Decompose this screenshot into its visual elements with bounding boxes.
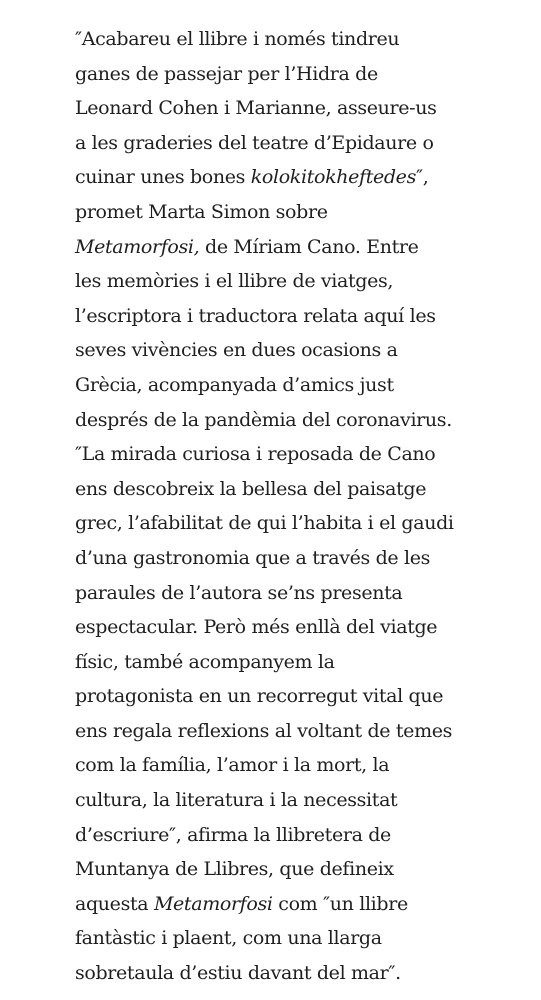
italic-term: kolokitokheftedes [250, 166, 416, 189]
paragraph-line: com la família, l’amor i la mort, la [75, 754, 390, 777]
paragraph-line: Grècia, acompanyada d’amics just [75, 373, 394, 396]
paragraph-line: ens regala reflexions al voltant de temes [75, 719, 453, 742]
paragraph-line: protagonista en un recorregut vital que [75, 685, 444, 708]
italic-book-title: Metamorfosi, [75, 235, 200, 258]
paragraph-line [75, 887, 535, 922]
paragraph-line: d’escriure″, afirma la llibretera de [75, 823, 391, 846]
paragraph-line: grec, l’afabilitat de qui l’habita i el gaudi [75, 512, 454, 535]
paragraph-line: ganes de passejar per l’Hidra de [75, 62, 378, 85]
line-text: aquesta [75, 892, 154, 915]
paragraph-line: fantàstic i plaent, com una llarga [75, 927, 382, 950]
paragraph-line: promet Marta Simon sobre [75, 200, 328, 223]
line-text: de Míriam Cano. Entre [199, 235, 419, 258]
paragraph-line [75, 160, 535, 195]
italic-book-title: Metamorfosi [153, 892, 273, 915]
paragraph-line: Muntanya de Llibres, que defineix [75, 858, 394, 881]
paragraph-line [75, 230, 535, 265]
paragraph-line: l’escriptora i traductora relata aquí les [75, 304, 436, 327]
paragraph-line: ″La mirada curiosa i reposada de Cano [75, 443, 436, 466]
paragraph-line: sobretaula d’estiu davant del mar″. [75, 962, 401, 985]
paragraph-line: d’una gastronomia que a través de les [75, 546, 431, 569]
paragraph-line: espectacular. Però més enllà del viatge [75, 616, 438, 639]
paragraph-line: Leonard Cohen i Marianne, asseure-us [75, 97, 437, 120]
line-text: cuinar unes bones [75, 166, 251, 189]
paragraph-line: cultura, la literatura i la necessitat [75, 789, 398, 812]
line-text: com ″un llibre [272, 892, 408, 915]
paragraph-line: ″Acabareu el llibre i només tindreu [75, 28, 400, 50]
paragraph-line: físic, també acompanyem la [75, 650, 335, 673]
paragraph-line: després de la pandèmia del coronavirus. [75, 408, 452, 431]
paragraph-line: ens descobreix la bellesa del paisatge [75, 477, 427, 500]
article-body [75, 22, 535, 991]
paragraph-line: a les graderies del teatre d’Epidaure o [75, 131, 434, 154]
line-text: ″, [415, 166, 429, 189]
paragraph-line: seves vivències en dues ocasions a [75, 339, 398, 362]
paragraph-line: les memòries i el llibre de viatges, [75, 270, 394, 293]
paragraph-line: paraules de l’autora se’ns presenta [75, 581, 403, 604]
